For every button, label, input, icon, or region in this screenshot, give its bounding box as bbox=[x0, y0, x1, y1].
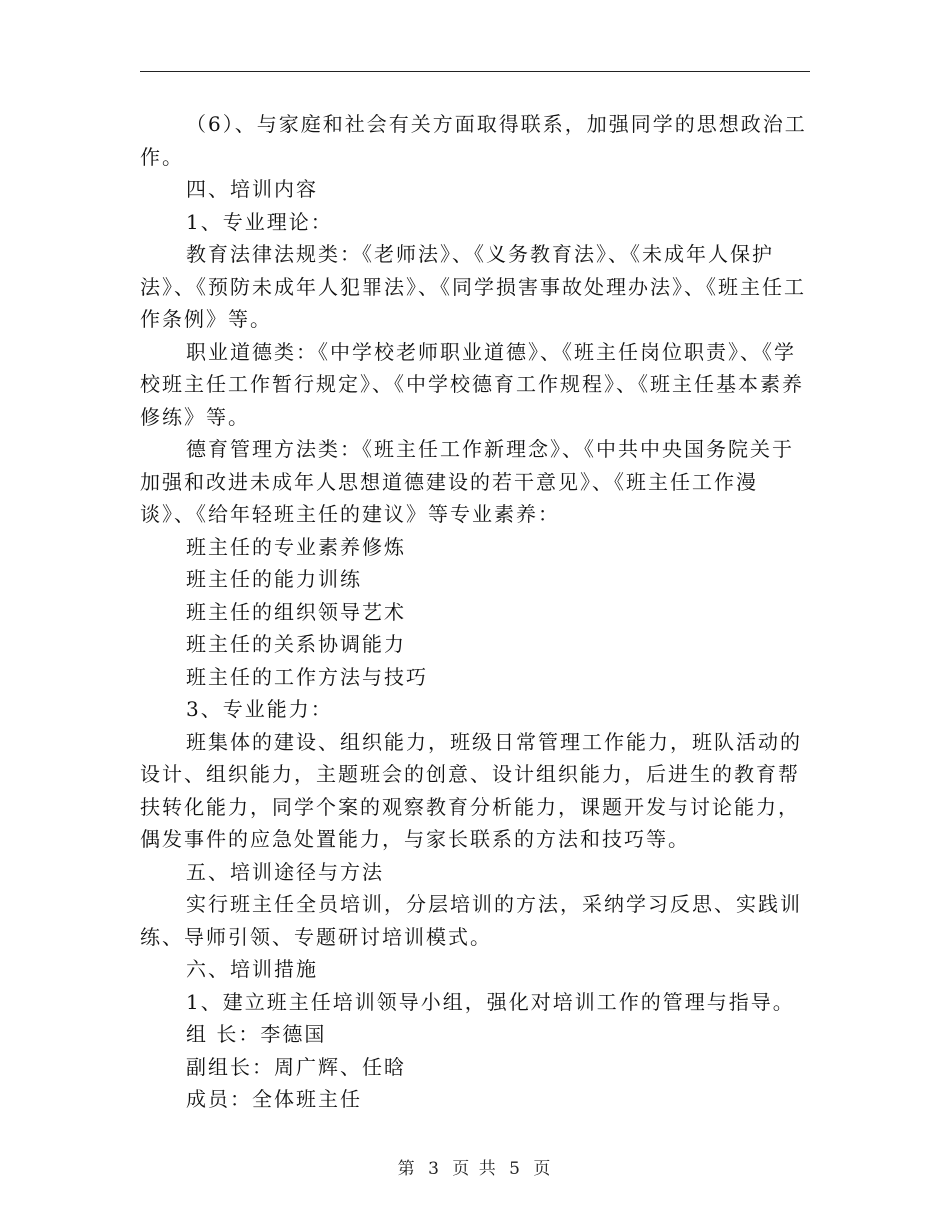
footer-prefix: 第 bbox=[397, 1159, 417, 1179]
list-item: 班主任的关系协调能力 bbox=[186, 632, 406, 656]
footer-middle: 页 共 bbox=[452, 1159, 498, 1179]
page-number: 3 bbox=[428, 1159, 441, 1179]
section-heading: 五、培训途径与方法 bbox=[186, 859, 384, 884]
section-heading: 四、培训内容 bbox=[186, 177, 318, 201]
subsection-heading: 3、专业能力： bbox=[186, 697, 333, 721]
paragraph: 德育管理方法类：《班主任工作新理念》、《中共中央国务院关于加强和改进未成年人思想道德建设的若干意见》、《班主任工作漫谈》、《给年轻班主任的建议》等专业素养： bbox=[140, 437, 794, 526]
member-line: 成员：全体班主任 bbox=[186, 1087, 362, 1111]
list-item: 班主任的工作方法与技巧 bbox=[186, 664, 428, 689]
subsection-heading: 1、专业理论： bbox=[186, 209, 333, 234]
list-item: 班主任的专业素养修炼 bbox=[186, 534, 406, 559]
paragraph: 班集体的建设、组织能力，班级日常管理工作能力，班队活动的设计、组织能力，主题班会的创意、设计组织能力，后进生的教育帮扶转化能力，同学个案的观察教育分析能力，课题开发与讨论能力，偶发事件的应急处置能力，与家长联系的方法和技巧等。 bbox=[140, 729, 802, 851]
paragraph: （6）、与家庭和社会有关方面取得联系，加强同学的思想政治工作。 bbox=[140, 112, 807, 169]
paragraph: 教育法律法规类：《老师法》、《义务教育法》、《未成年人保护法》、《预防未成年人犯罪法》、《同学损害事故处理办法》、《班主任工作条例》等。 bbox=[140, 242, 806, 331]
paragraph: 职业道德类：《中学校老师职业道德》、《班主任岗位职责》、《学校班主任工作暂行规定》、《中学校德育工作规程》、《班主任基本素养修练》等。 bbox=[140, 339, 804, 429]
footer-suffix: 页 bbox=[533, 1159, 553, 1179]
page-total: 5 bbox=[509, 1159, 522, 1179]
section-heading: 六、培训措施 bbox=[186, 957, 318, 981]
paragraph: 实行班主任全员培训，分层培训的方法，采纳学习反思、实践训练、导师引领、专题研讨培训模式。 bbox=[140, 892, 802, 949]
header-rule bbox=[140, 71, 810, 72]
member-line: 组 长：李德国 bbox=[186, 1022, 327, 1046]
list-item: 班主任的组织领导艺术 bbox=[186, 599, 406, 624]
paragraph: 1、建立班主任培训领导小组，强化对培训工作的管理与指导。 bbox=[186, 989, 795, 1014]
list-item: 班主任的能力训练 bbox=[186, 567, 362, 591]
page-footer bbox=[0, 1154, 950, 1179]
member-line: 副组长：周广辉、任晗 bbox=[186, 1054, 406, 1079]
document-body bbox=[140, 108, 810, 1116]
